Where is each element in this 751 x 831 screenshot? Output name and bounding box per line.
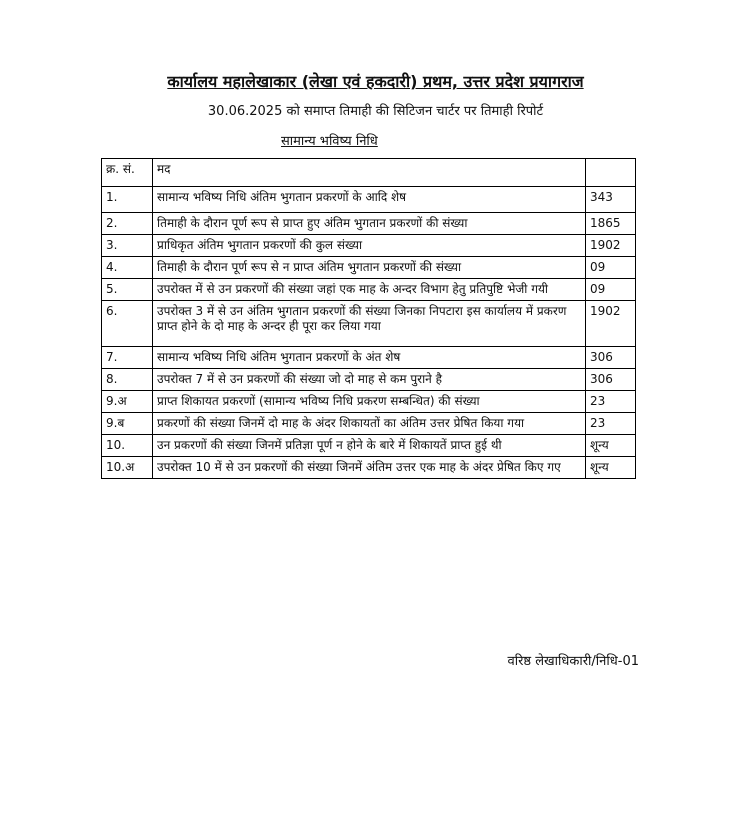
row-serial: 5. <box>102 279 153 301</box>
row-serial: 6. <box>102 301 153 347</box>
row-item: उपरोक्त 7 में से उन प्रकरणों की संख्या जो दो माह से कम पुराने है <box>153 369 586 391</box>
row-serial: 9.ब <box>102 413 153 435</box>
row-serial: 1. <box>102 187 153 213</box>
row-item: प्राधिकृत अंतिम भुगतान प्रकरणों की कुल संख्या <box>153 235 586 257</box>
table-row <box>102 187 636 213</box>
row-value: 306 <box>586 347 636 369</box>
table-row <box>102 213 636 235</box>
row-value: शून्य <box>586 435 636 457</box>
row-value: 23 <box>586 413 636 435</box>
table-row <box>102 279 636 301</box>
row-item: सामान्य भविष्य निधि अंतिम भुगतान प्रकरणों के अंत शेष <box>153 347 586 369</box>
header-serial-number: क्र. सं. <box>102 159 153 187</box>
row-value: 09 <box>586 279 636 301</box>
table-row <box>102 391 636 413</box>
row-serial: 3. <box>102 235 153 257</box>
table-header-row <box>102 159 636 187</box>
table-row <box>102 435 636 457</box>
row-item: सामान्य भविष्य निधि अंतिम भुगतान प्रकरणों के आदि शेष <box>153 187 586 213</box>
table-row <box>102 457 636 479</box>
table-row <box>102 257 636 279</box>
row-value: शून्य <box>586 457 636 479</box>
row-item: तिमाही के दौरान पूर्ण रूप से न प्राप्त अंतिम भुगतान प्रकरणों की संख्या <box>153 257 586 279</box>
row-value: 1865 <box>586 213 636 235</box>
signatory-designation: वरिष्ठ लेखाधिकारी/निधि-01 <box>507 654 639 669</box>
row-value: 343 <box>586 187 636 213</box>
row-serial: 8. <box>102 369 153 391</box>
row-value: 306 <box>586 369 636 391</box>
row-serial: 2. <box>102 213 153 235</box>
table-row <box>102 301 636 347</box>
row-serial: 10.अ <box>102 457 153 479</box>
row-item: तिमाही के दौरान पूर्ण रूप से प्राप्त हुए अंतिम भुगतान प्रकरणों की संख्या <box>153 213 586 235</box>
row-serial: 4. <box>102 257 153 279</box>
row-serial: 7. <box>102 347 153 369</box>
row-item: उपरोक्त 3 में से उन अंतिम भुगतान प्रकरणों की संख्या जिनका निपटारा इस कार्यालय में प्रकरण प्राप्त होने के दो माह के अन्दर ही पूरा कर लिया गया <box>153 301 586 347</box>
table-row <box>102 413 636 435</box>
report-table <box>101 158 636 479</box>
row-value: 09 <box>586 257 636 279</box>
row-item: प्राप्त शिकायत प्रकरणों (सामान्य भविष्य निधि प्रकरण सम्बन्धित) की संख्या <box>153 391 586 413</box>
section-heading: सामान्य भविष्य निधि <box>281 134 378 149</box>
table-row <box>102 347 636 369</box>
row-value: 1902 <box>586 301 636 347</box>
header-item: मद <box>153 159 586 187</box>
row-item: उन प्रकरणों की संख्या जिनमें प्रतिज्ञा पूर्ण न होने के बारे में शिकायतें प्राप्त हुई थी <box>153 435 586 457</box>
row-serial: 10. <box>102 435 153 457</box>
row-value: 1902 <box>586 235 636 257</box>
page-title: कार्यालय महालेखाकार (लेखा एवं हकदारी) प्रथम, उत्तर प्रदेश प्रयागराज <box>167 72 584 91</box>
row-item: प्रकरणों की संख्या जिनमें दो माह के अंदर शिकायतों का अंतिम उत्तर प्रेषित किया गया <box>153 413 586 435</box>
row-serial: 9.अ <box>102 391 153 413</box>
table-row <box>102 369 636 391</box>
report-subtitle: 30.06.2025 को समाप्त तिमाही की सिटिजन चार्टर पर तिमाही रिपोर्ट <box>207 104 544 119</box>
row-item: उपरोक्त में से उन प्रकरणों की संख्या जहां एक माह के अन्दर विभाग हेतु प्रतिपुष्टि भेजी गयी <box>153 279 586 301</box>
row-value: 23 <box>586 391 636 413</box>
table-row <box>102 235 636 257</box>
header-value <box>586 159 636 187</box>
row-item: उपरोक्त 10 में से उन प्रकरणों की संख्या जिनमें अंतिम उत्तर एक माह के अंदर प्रेषित किए गए <box>153 457 586 479</box>
